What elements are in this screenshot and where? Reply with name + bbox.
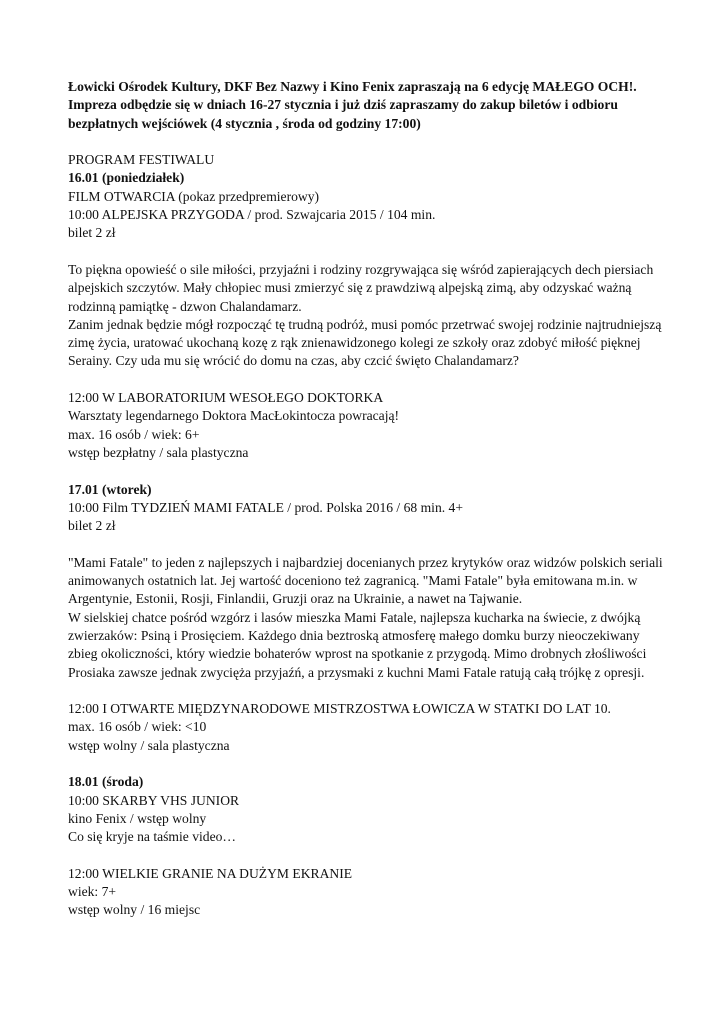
event-line: 10:00 Film TYDZIEŃ MAMI FATALE / prod. Polska 2016 / 68 min. 4+ [68,499,464,515]
event-description: Zanim jednak będzie mógł rozpocząć tę trudną podróż, musi pomóc przetrwać swojej rodzinie najtrudniejszą zimę życia, uratować ukochaną kozę z rąk znienawidzonego kolegi ze szkoły oraz zdobyć miłość pięknej Serainy. Czy uda mu się wrócić do domu na czas, aby czcić święto Chalandamarz? [68,316,662,369]
event-line: wstęp wolny / 16 miejsc [68,902,201,918]
document-page [68,78,668,920]
event-description: To piękna opowieść o sile miłości, przyjaźni i rodziny rozgrywająca się wśród zapierających dech piersiach alpejskich szczytów. Mały chłopiec musi zmierzyć się z prawdziwą alpejską zimą, aby odzyskać ważną rodzinną pamiątkę - dzwon Chalandamarz. [68,261,654,314]
event-line: bilet 2 zł [68,225,116,241]
event-block [68,792,668,847]
program-title: PROGRAM FESTIWALU [68,152,215,168]
event-block [68,188,668,371]
event-block [68,499,668,682]
spacer [68,682,668,700]
spacer [68,462,668,480]
event-line: 12:00 WIELKIE GRANIE NA DUŻYM EKRANIE [68,865,353,881]
day-heading: 18.01 (środa) [68,774,144,790]
event-description: W sielskiej chatce pośród wzgórz i lasów mieszka Mami Fatale, najlepsza kucharka na świecie, z dwójką zwierzaków: Psiną i Prosięciem. Każdego dnia beztroską atmosferę małego domku burzy nieoczekiwany zbieg okoliczności, który wiedzie bohaterów wprost na spotkanie z przygodą. Mimo drobnych złośliwości Prosiaka zawsze jednak zwycięża przyjaźń, a przysmaki z kuchni Mami Fatale ratują całą trójkę z opresji. [68,609,647,680]
day-heading: 17.01 (wtorek) [68,481,152,497]
spacer [68,243,668,261]
spacer [68,755,668,773]
event-line: bilet 2 zł [68,518,116,534]
intro-paragraph: Łowicki Ośrodek Kultury, DKF Bez Nazwy i Kino Fenix zapraszają na 6 edycję MAŁEGO OCH!. Impreza odbędzie się w dniach 16-27 stycznia i już dziś zapraszamy do zakup biletów i odbioru bezpłatnych wejściówek (4 stycznia , środa od godziny 17:00) [68,79,637,131]
spacer [68,371,668,389]
day-section-16-01 [68,169,668,462]
event-line: 10:00 ALPEJSKA PRZYGODA / prod. Szwajcaria 2015 / 104 min. [68,207,436,223]
event-block [68,700,668,755]
day-section-17-01 [68,481,668,755]
day-heading: 16.01 (poniedziałek) [68,170,185,186]
event-line: wiek: 7+ [68,884,117,900]
spacer [68,846,668,864]
event-line: wstęp bezpłatny / sala plastyczna [68,444,249,460]
event-description: "Mami Fatale" to jeden z najlepszych i najbardziej docenianych przez krytyków oraz widzów polskich seriali animowanych ostatnich lat. Jej wartość doceniono też zagranicą. "Mami Fatale" była emitowana m.in. w Argentynie, Estonii, Rosji, Finlandii, Gruzji oraz na Ukrainie, a nawet na Tajwanie. [68,554,663,607]
event-line: Warsztaty legendarnego Doktora MacŁokintocza powracają! [68,408,400,424]
event-line: Co się kryje na taśmie video… [68,829,236,845]
event-line: 10:00 SKARBY VHS JUNIOR [68,792,240,808]
day-section-18-01 [68,773,668,919]
event-line: 12:00 W LABORATORIUM WESOŁEGO DOKTORKA [68,390,384,406]
event-line: FILM OTWARCIA (pokaz przedpremierowy) [68,188,320,204]
event-line: wstęp wolny / sala plastyczna [68,737,230,753]
event-block [68,865,668,920]
event-line: kino Fenix / wstęp wolny [68,810,207,826]
event-line: 12:00 I OTWARTE MIĘDZYNARODOWE MISTRZOSTWA ŁOWICZA W STATKI DO LAT 10. [68,701,611,717]
event-line: max. 16 osób / wiek: 6+ [68,426,200,442]
spacer [68,535,668,553]
event-block [68,389,668,462]
event-line: max. 16 osób / wiek: <10 [68,719,207,735]
